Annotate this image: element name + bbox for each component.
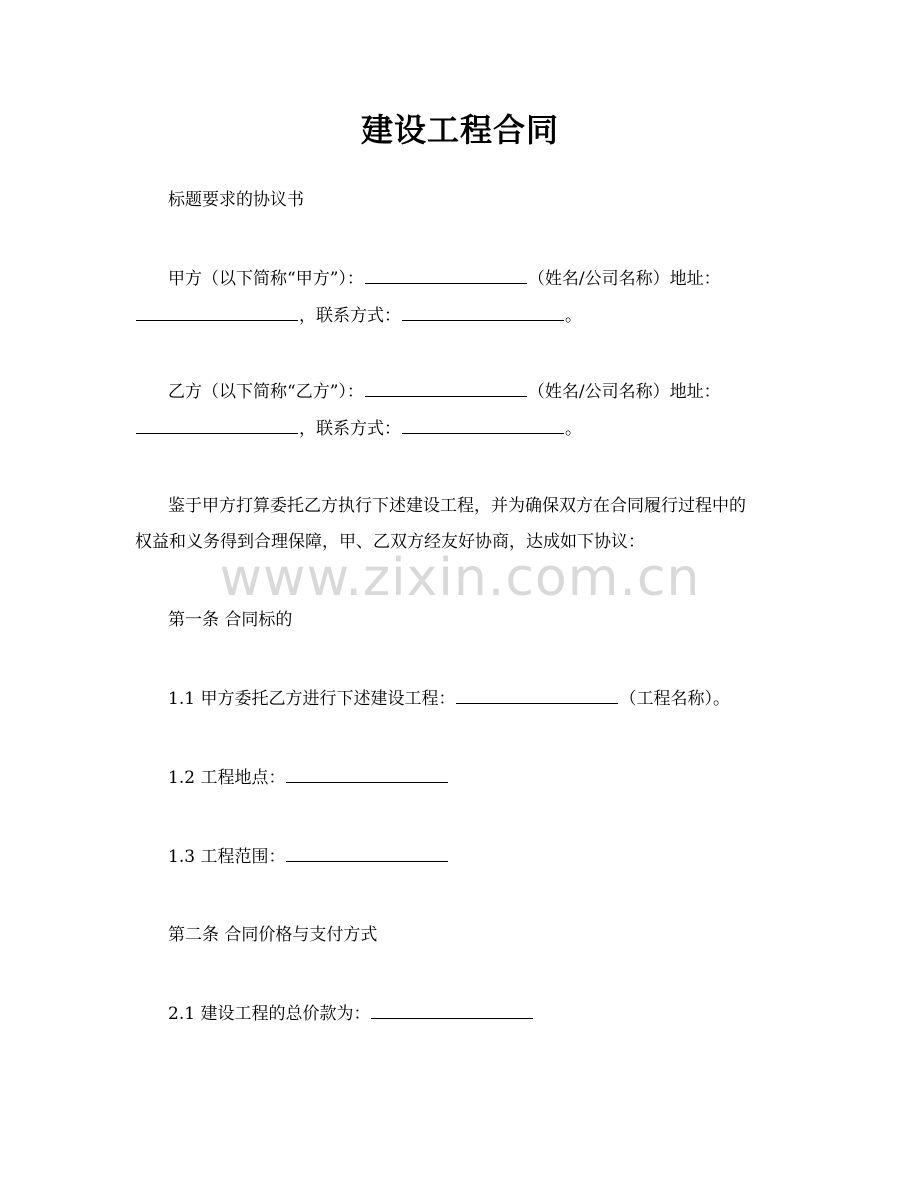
article-1-item-1-1 <box>168 687 730 711</box>
article-1-item-1-2 <box>168 766 449 790</box>
party-a-address-blank <box>136 304 298 321</box>
article-1-item-1-3 <box>168 845 449 869</box>
item-1-2-label: 1.2 工程地点： <box>168 768 286 788</box>
party-a-name-blank <box>365 267 527 284</box>
document-subtitle: 标题要求的协议书 <box>168 190 304 210</box>
party-a-contact-label: ，联系方式： <box>299 306 401 326</box>
project-location-blank <box>286 766 448 783</box>
article-2-heading: 第二条 合同价格与支付方式 <box>168 925 378 945</box>
party-b-contact-blank <box>402 417 564 434</box>
project-name-blank <box>456 687 618 704</box>
party-a-contact-blank <box>402 304 564 321</box>
article-1-heading: 第一条 合同标的 <box>168 610 293 630</box>
document-title: 建设工程合同 <box>360 111 559 149</box>
party-b-name-blank <box>365 380 527 397</box>
party-a-line-1 <box>168 267 721 291</box>
party-b-line-end: 。 <box>565 419 582 439</box>
project-scope-blank <box>286 845 448 862</box>
party-a-line-2 <box>135 304 582 328</box>
preamble-line-2: 权益和义务得到合理保障，甲、乙双方经友好协商，达成如下协议： <box>135 532 645 552</box>
total-price-blank <box>371 1002 533 1019</box>
watermark: www.zixin.com.cn <box>219 548 701 608</box>
party-b-address-label: （姓名/公司名称）地址： <box>527 382 721 402</box>
party-a-label: 甲方（以下简称“甲方”）： <box>168 269 364 289</box>
item-1-3-label: 1.3 工程范围： <box>168 847 286 867</box>
party-a-address-label: （姓名/公司名称）地址： <box>527 269 721 289</box>
item-2-1-label: 2.1 建设工程的总价款为： <box>168 1004 371 1024</box>
item-1-1-suffix: （工程名称）。 <box>619 689 730 709</box>
party-b-line-1 <box>168 380 721 404</box>
party-b-line-2 <box>135 417 582 441</box>
party-b-label: 乙方（以下简称“乙方”）： <box>168 382 364 402</box>
item-1-1-label: 1.1 甲方委托乙方进行下述建设工程： <box>168 689 456 709</box>
article-2-item-2-1 <box>168 1002 534 1026</box>
party-b-contact-label: ，联系方式： <box>299 419 401 439</box>
preamble-line-1: 鉴于甲方打算委托乙方执行下述建设工程，并为确保双方在合同履行过程中的 <box>168 496 746 516</box>
party-a-line-end: 。 <box>565 306 582 326</box>
party-b-address-blank <box>136 417 298 434</box>
